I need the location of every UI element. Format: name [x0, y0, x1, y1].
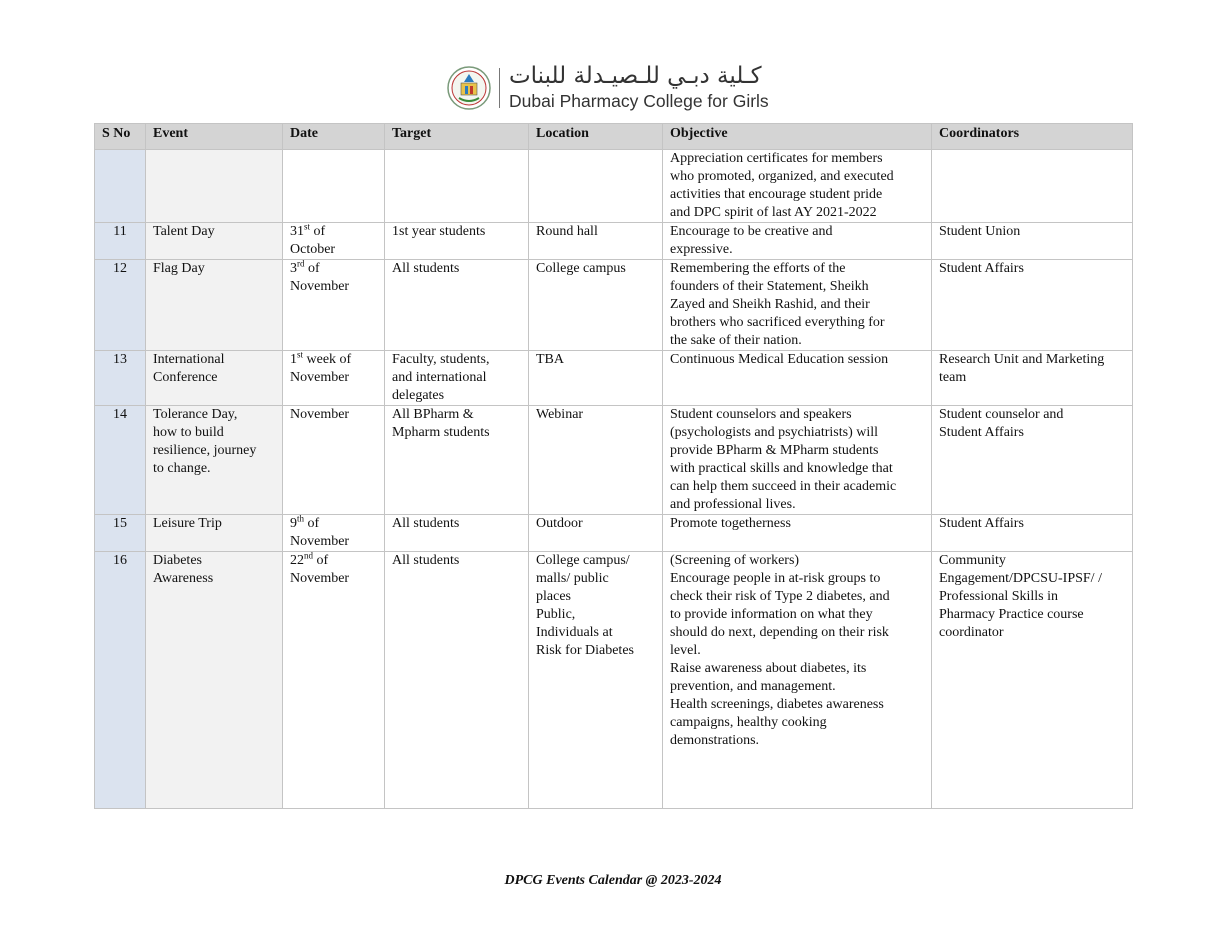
cell-objective: Appreciation certificates for members who promoted, organized, and executed activities that encourage student pride and DPC spirit of last AY 2021-2022 [663, 150, 932, 223]
cell-location [529, 150, 663, 223]
table-header-row [95, 124, 1133, 150]
cell-coordinators [932, 150, 1133, 223]
table-row [95, 223, 1133, 260]
cell-date [283, 552, 385, 809]
cell-date [283, 515, 385, 552]
column-header-coordinators: Coordinators [932, 124, 1133, 150]
date-day: 31 [290, 224, 304, 239]
cell-sno: 11 [95, 223, 146, 260]
cell-date [283, 260, 385, 351]
cell-date [283, 223, 385, 260]
cell-target: All students [385, 260, 529, 351]
date-day: 3 [290, 261, 297, 276]
cell-date [283, 150, 385, 223]
cell-target: 1st year students [385, 223, 529, 260]
cell-event: Flag Day [146, 260, 283, 351]
cell-location: Webinar [529, 406, 663, 515]
column-header-target: Target [385, 124, 529, 150]
column-header-date: Date [283, 124, 385, 150]
column-header-location: Location [529, 124, 663, 150]
table-row [95, 552, 1133, 809]
table-row [95, 150, 1133, 223]
date-suffix: st [304, 221, 311, 232]
table-row [95, 351, 1133, 406]
column-header-sno: S No [95, 124, 146, 150]
cell-sno [95, 150, 146, 223]
cell-objective: Encourage to be creative and expressive. [663, 223, 932, 260]
cell-target: All students [385, 515, 529, 552]
cell-sno: 12 [95, 260, 146, 351]
cell-target [385, 150, 529, 223]
date-rest: week of November [290, 352, 352, 385]
cell-sno: 16 [95, 552, 146, 809]
cell-location: College campus [529, 260, 663, 351]
cell-sno: 15 [95, 515, 146, 552]
college-logo [447, 62, 777, 114]
cell-event: Leisure Trip [146, 515, 283, 552]
cell-event: Tolerance Day, how to build resilience, journey to change. [146, 406, 283, 515]
page-footer: DPCG Events Calendar @ 2023-2024 [504, 873, 722, 888]
cell-sno: 13 [95, 351, 146, 406]
cell-event [146, 150, 283, 223]
cell-coordinators: Research Unit and Marketing team [932, 351, 1133, 406]
date-rest: of November [290, 261, 350, 294]
cell-sno: 14 [95, 406, 146, 515]
cell-coordinators: Community Engagement/DPCSU-IPSF/ / Professional Skills in Pharmacy Practice course coordinator [932, 552, 1133, 809]
date-day: 9 [290, 516, 297, 531]
cell-target: All students [385, 552, 529, 809]
cell-objective: (Screening of workers) Encourage people in at-risk groups to check their risk of Type 2 diabetes, and to provide information on what they should do next, depending on their risk level. Raise awareness about diabetes, its prevention, and management. Health screenings, diabetes awareness campaigns, healthy cooking demonstrations. [663, 552, 932, 809]
logo-divider [499, 68, 500, 108]
date-suffix: th [297, 513, 305, 524]
cell-coordinators: Student counselor and Student Affairs [932, 406, 1133, 515]
cell-coordinators: Student Union [932, 223, 1133, 260]
cell-coordinators: Student Affairs [932, 260, 1133, 351]
date-rest: of November [290, 553, 350, 586]
date-suffix: rd [297, 258, 305, 269]
logo-arabic-name: كـلية دبـي للـصيـدلة للبنات [509, 63, 762, 89]
cell-target: All BPharm & Mpharm students [385, 406, 529, 515]
table-row [95, 515, 1133, 552]
cell-location: College campus/ malls/ public places Public, Individuals at Risk for Diabetes [529, 552, 663, 809]
cell-objective: Continuous Medical Education session [663, 351, 932, 406]
cell-date [283, 406, 385, 515]
date-day: 1 [290, 352, 297, 367]
cell-location: Round hall [529, 223, 663, 260]
cell-objective: Student counselors and speakers (psychologists and psychiatrists) will provide BPharm & MPharm students with practical skills and knowledge that can help them succeed in their academic and professional lives. [663, 406, 932, 515]
cell-event: Diabetes Awareness [146, 552, 283, 809]
date-suffix: st [297, 349, 304, 360]
table-row [95, 260, 1133, 351]
cell-date [283, 351, 385, 406]
cell-event: International Conference [146, 351, 283, 406]
date-suffix: nd [304, 550, 313, 561]
date-rest: of November [290, 516, 350, 549]
cell-event: Talent Day [146, 223, 283, 260]
date-day: November [290, 407, 350, 422]
cell-location: Outdoor [529, 515, 663, 552]
column-header-event: Event [146, 124, 283, 150]
cell-location: TBA [529, 351, 663, 406]
table-row [95, 406, 1133, 515]
events-table [94, 123, 1133, 809]
cell-target: Faculty, students, and international delegates [385, 351, 529, 406]
cell-coordinators: Student Affairs [932, 515, 1133, 552]
logo-english-name: Dubai Pharmacy College for Girls [509, 91, 769, 111]
date-rest: of October [290, 224, 336, 257]
column-header-objective: Objective [663, 124, 932, 150]
cell-objective: Promote togetherness [663, 515, 932, 552]
date-day: 22 [290, 553, 304, 568]
college-emblem-icon [447, 66, 491, 110]
cell-objective: Remembering the efforts of the founders of their Statement, Sheikh Zayed and Sheikh Rashid, and their brothers who sacrificed everything for the sake of their nation. [663, 260, 932, 351]
